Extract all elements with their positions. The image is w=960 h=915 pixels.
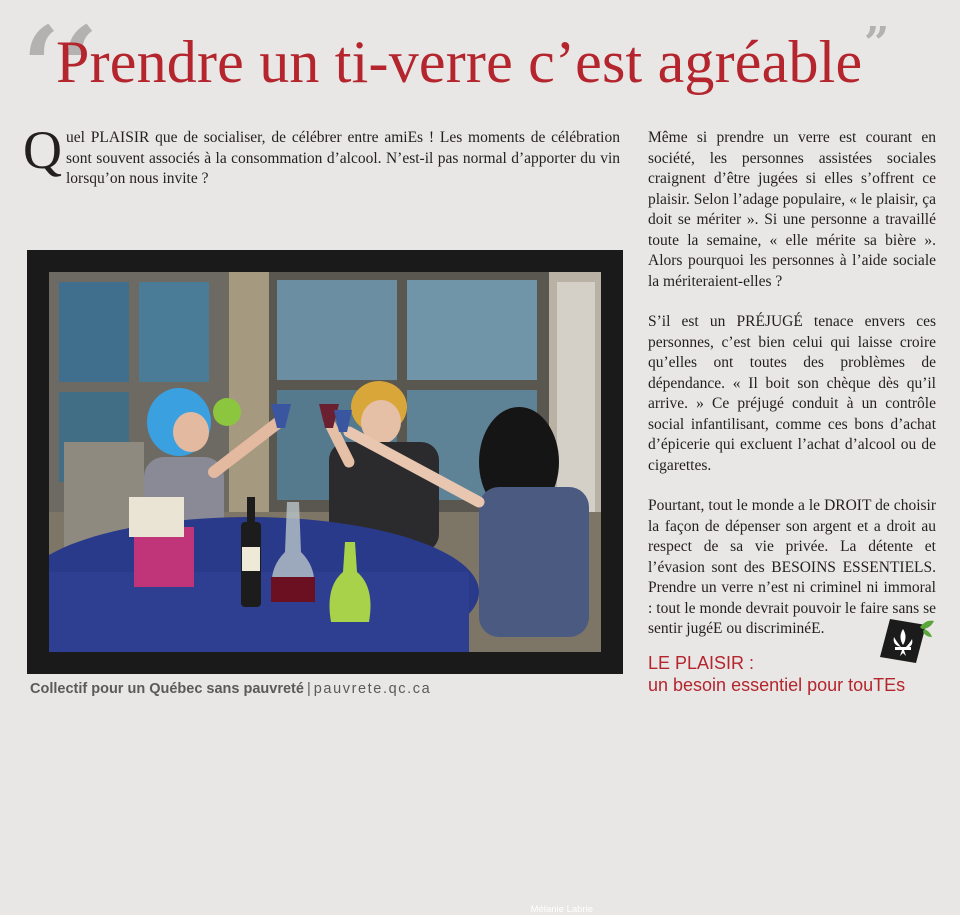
footer (30, 681, 431, 697)
paragraph-2: S’il est un PRÉJUGÉ tenace envers ces personnes, c’est bien celui qui laisse croire qu’elles ont toutes des problèmes de dépendance. « Il boit son chèque dès qu’il arrive. » Ce préjugé conduit à un contrôle social infantilisant, comme ces bons d’achat d’épicerie qui excluent l’achat d’alcool ou de cigarettes. (648, 313, 936, 474)
paragraph-1: Même si prendre un verre est courant en société, les personnes assistées sociales craignent d’être jugées si elles s’offrent ce plaisir. Selon l’adage populaire, « le plaisir, ça doit se mériter ». Si une personne a travaillé toute la semaine, « elle mérite sa bière ». Alors pourquoi les personnes à l’aide sociale la mériteraient-elles ? (648, 129, 936, 290)
close-quote-icon: ” (864, 18, 890, 69)
footer-separator: | (306, 681, 311, 697)
footer-website-link[interactable]: pauvrete.qc.ca (313, 681, 432, 697)
footer-org: Collectif pour un Québec sans pauvreté (30, 681, 304, 697)
page-title: Prendre un ti-verre c’est agréable (56, 29, 863, 95)
header (22, 2, 922, 131)
intro-text: uel PLAISIR que de socialiser, de célébrer entre amiEs ! Les moments de célébration sont souvent associés à la consommation d’alcool. N’est-il pas normal d’apporter du vin lorsqu’on nous invite ? (66, 129, 620, 187)
paragraph-3: Pourtant, tout le monde a le DROIT de choisir la façon de dépenser son argent et a droit au respect de sa vie privée. La détente et l’évasion sont des BESOINS ESSENTIELS. Prendre un verre n’est ni criminel ni immoral : tout le monde devrait pouvoir le faire sans se sentir jugéE ou discriminéE. (648, 497, 936, 637)
tagline-line-1: LE PLAISIR : (648, 653, 755, 673)
intro-paragraph (23, 120, 620, 190)
tagline-line-2: un besoin essentiel pour touTEs (648, 675, 906, 695)
photo-illustration (49, 272, 601, 652)
open-quote-icon: ‘‘ (22, 2, 99, 131)
tagline (648, 652, 905, 696)
photo-toast-scene (49, 272, 601, 652)
dropcap: Q (23, 120, 62, 180)
photo-credit: Mélanie Labrie (530, 904, 593, 915)
body-column (648, 128, 936, 660)
